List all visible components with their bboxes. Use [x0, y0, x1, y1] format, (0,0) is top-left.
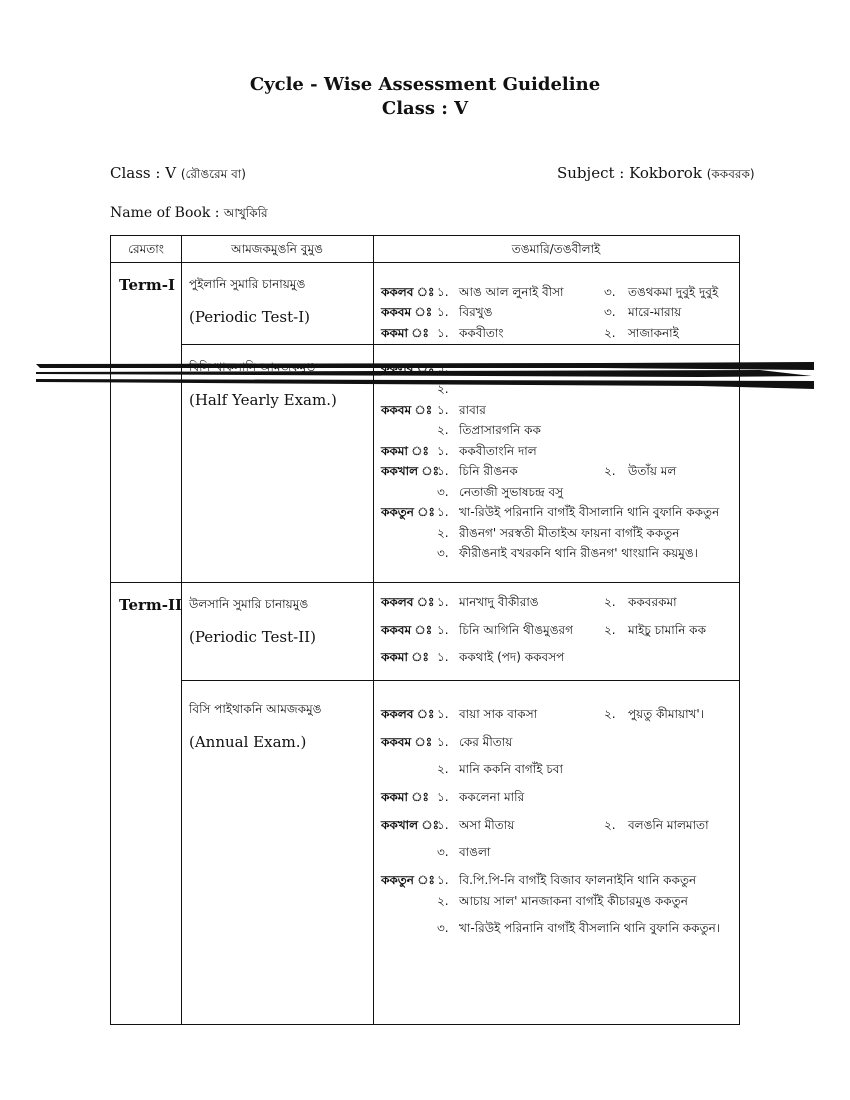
item-text: চিনি রীঙনক [459, 464, 518, 478]
item-number: ৩. [437, 921, 449, 935]
subject-info [557, 164, 755, 186]
item-text: বি.পি.পি-নি বাগাঁই বিজাব ফালনাইনি থানি ককতুন [459, 873, 697, 887]
item-text: আচায় সাল' মানজাকনা বাগাঁই কীচারমুঙ ককতুন [459, 894, 688, 908]
book-label: Name of Book : [110, 205, 220, 221]
content-category: ককমা ঃ [381, 650, 429, 664]
content-category: ককলব ঃ [381, 707, 435, 721]
item-text: মানি ককনি বাগাঁই চবা [459, 762, 563, 776]
item-number: ২. [437, 382, 449, 396]
item-number: ২. [437, 894, 449, 908]
term-2-label: Term-II [119, 596, 183, 614]
exam-name-bn: উলসানি সুমারি চানায়মুঙ [189, 597, 309, 611]
item-number: ১. [437, 326, 449, 340]
subject-label: Subject : Kokborok [557, 164, 702, 182]
item-number: ২. [604, 707, 616, 721]
ink-scratch-marks [0, 350, 850, 390]
item-number: ১. [437, 464, 449, 478]
item-text: রীঙনগ' সরস্বতী মীতাইঅ ফায়না বাগাঁই ককতুন [459, 526, 680, 540]
item-text: খা-রিউই পরিনানি বাগাঁই বীসলানি থানি বুফানি ককতুন। [459, 921, 721, 935]
item-text: ফীরীঙনাই বখরকনি থানি রীঙনগ' থাংয়ানি কয়মুঙ। [459, 546, 698, 560]
item-text: মারে-মারায় [628, 305, 682, 319]
exam-name-bn: পুইলানি সুমারি চানায়মুঙ [189, 277, 306, 291]
content-category: ককখাল ঃ [381, 818, 440, 832]
content-category: ককলব ঃ [381, 285, 435, 299]
item-number: ৩. [604, 285, 616, 299]
content-category: ককবম ঃ [381, 623, 433, 637]
item-text: ককবীতাংনি দাল [459, 444, 537, 458]
page-subtitle: Class : V [381, 98, 469, 119]
row-divider [111, 582, 739, 583]
item-number: ২. [604, 818, 616, 832]
header-content: তঙমারি/তঙবীলাই [511, 242, 601, 256]
header-divider [111, 262, 739, 263]
content-category: ককমা ঃ [381, 790, 429, 804]
item-text: ককলেনা মারি [459, 790, 525, 804]
exam-name-en: (Periodic Test-I) [189, 308, 311, 326]
header-exam: আমজকমুঙনি বুমুঙ [231, 242, 323, 256]
item-number: ২. [604, 326, 616, 340]
content-category: ককখাল ঃ [381, 464, 440, 478]
item-number: ২. [437, 526, 449, 540]
item-text: তিপ্রাসারগনি কক [459, 423, 541, 437]
item-number: ২. [437, 762, 449, 776]
item-text: উতাঁয় মল [628, 464, 677, 478]
content-category: ককবম ঃ [381, 305, 433, 319]
page-title: Cycle - Wise Assessment Guideline [249, 74, 601, 95]
class-info [110, 164, 246, 186]
exam-name-bn: বিসি পাইথাকনি আমজকমুঙ [189, 702, 322, 716]
class-label: Class : V [110, 164, 177, 182]
item-text: মাইচু চামানি কক [628, 623, 706, 637]
item-text: অসা মীতায় [459, 818, 515, 832]
header-term: রেমতাং [128, 242, 164, 256]
item-number: ১. [437, 285, 449, 299]
content-category: ককবম ঃ [381, 403, 433, 417]
item-number: ৩. [437, 485, 449, 499]
item-number: ২. [604, 623, 616, 637]
term-1-label: Term-I [119, 276, 176, 294]
item-number: ১. [437, 790, 449, 804]
item-number: ৩. [437, 845, 449, 859]
item-text: ককথাই (পদ) ককবসপ [459, 650, 565, 664]
content-category: ককমা ঃ [381, 326, 429, 340]
item-number: ১. [437, 818, 449, 832]
exam-periodic-test-2 [189, 596, 316, 646]
content-category: ককতুন ঃ [381, 873, 435, 887]
content-category: ককতুন ঃ [381, 505, 435, 519]
content-category: ককবম ঃ [381, 735, 433, 749]
item-number: ১. [437, 444, 449, 458]
item-text: চিনি আগিনি থীঙমুঙরগ [459, 623, 573, 637]
item-number: ২. [437, 423, 449, 437]
class-label-bn: (রৌঙরেম বা) [180, 167, 246, 181]
exam-periodic-test-1 [189, 276, 310, 326]
item-text: বিরখুঙ [459, 305, 493, 319]
item-text: পুয়তু কীমায়াখ'। [628, 707, 705, 721]
item-number: ১. [437, 305, 449, 319]
item-text: বাঙলা [459, 845, 491, 859]
item-text: মানখাদু বীকীরাঙ [459, 595, 539, 609]
item-number: ১. [437, 505, 449, 519]
item-text: রাবার [459, 403, 486, 417]
item-text: বলঙনি মালমাতা [628, 818, 709, 832]
item-number: ১. [437, 707, 449, 721]
subject-label-bn: (ককবরক) [706, 167, 755, 181]
item-text: ককবরকমা [628, 595, 677, 609]
item-text: তঙথকমা দুবুই দুবুই [628, 285, 719, 299]
item-text: খা-রিউই পরিনানি বাগাঁই বীসালানি থানি বুফানি ককতুন [459, 505, 720, 519]
item-number: ১. [437, 650, 449, 664]
item-text: নেতাজী সুভাষচন্দ্র বসু [459, 485, 564, 499]
content-category: ককলব ঃ [381, 595, 435, 609]
content-category: ককমা ঃ [381, 444, 429, 458]
book-name: আখুকিরি [223, 206, 268, 220]
item-text: বায়া সাক বাকসা [459, 707, 538, 721]
item-number: ১. [437, 873, 449, 887]
exam-name-en: (Annual Exam.) [189, 733, 307, 751]
item-number: ১. [437, 403, 449, 417]
item-number: ১. [437, 595, 449, 609]
exam-name-en: (Periodic Test-II) [189, 628, 316, 646]
item-number: ১. [437, 623, 449, 637]
item-number: ২. [604, 464, 616, 478]
book-info [110, 205, 268, 225]
item-number: ৩. [437, 546, 449, 560]
item-text: আঙ আল লুনাই বীসা [459, 285, 564, 299]
item-text: সাজাকনাই [628, 326, 679, 340]
row-divider [181, 680, 739, 681]
exam-name-en: (Half Yearly Exam.) [189, 391, 337, 409]
item-number: ২. [604, 595, 616, 609]
item-number: ৩. [604, 305, 616, 319]
item-text: ককবীতাং [459, 326, 504, 340]
exam-annual [189, 701, 321, 751]
item-text: কের মীতায় [459, 735, 513, 749]
item-number: ১. [437, 735, 449, 749]
